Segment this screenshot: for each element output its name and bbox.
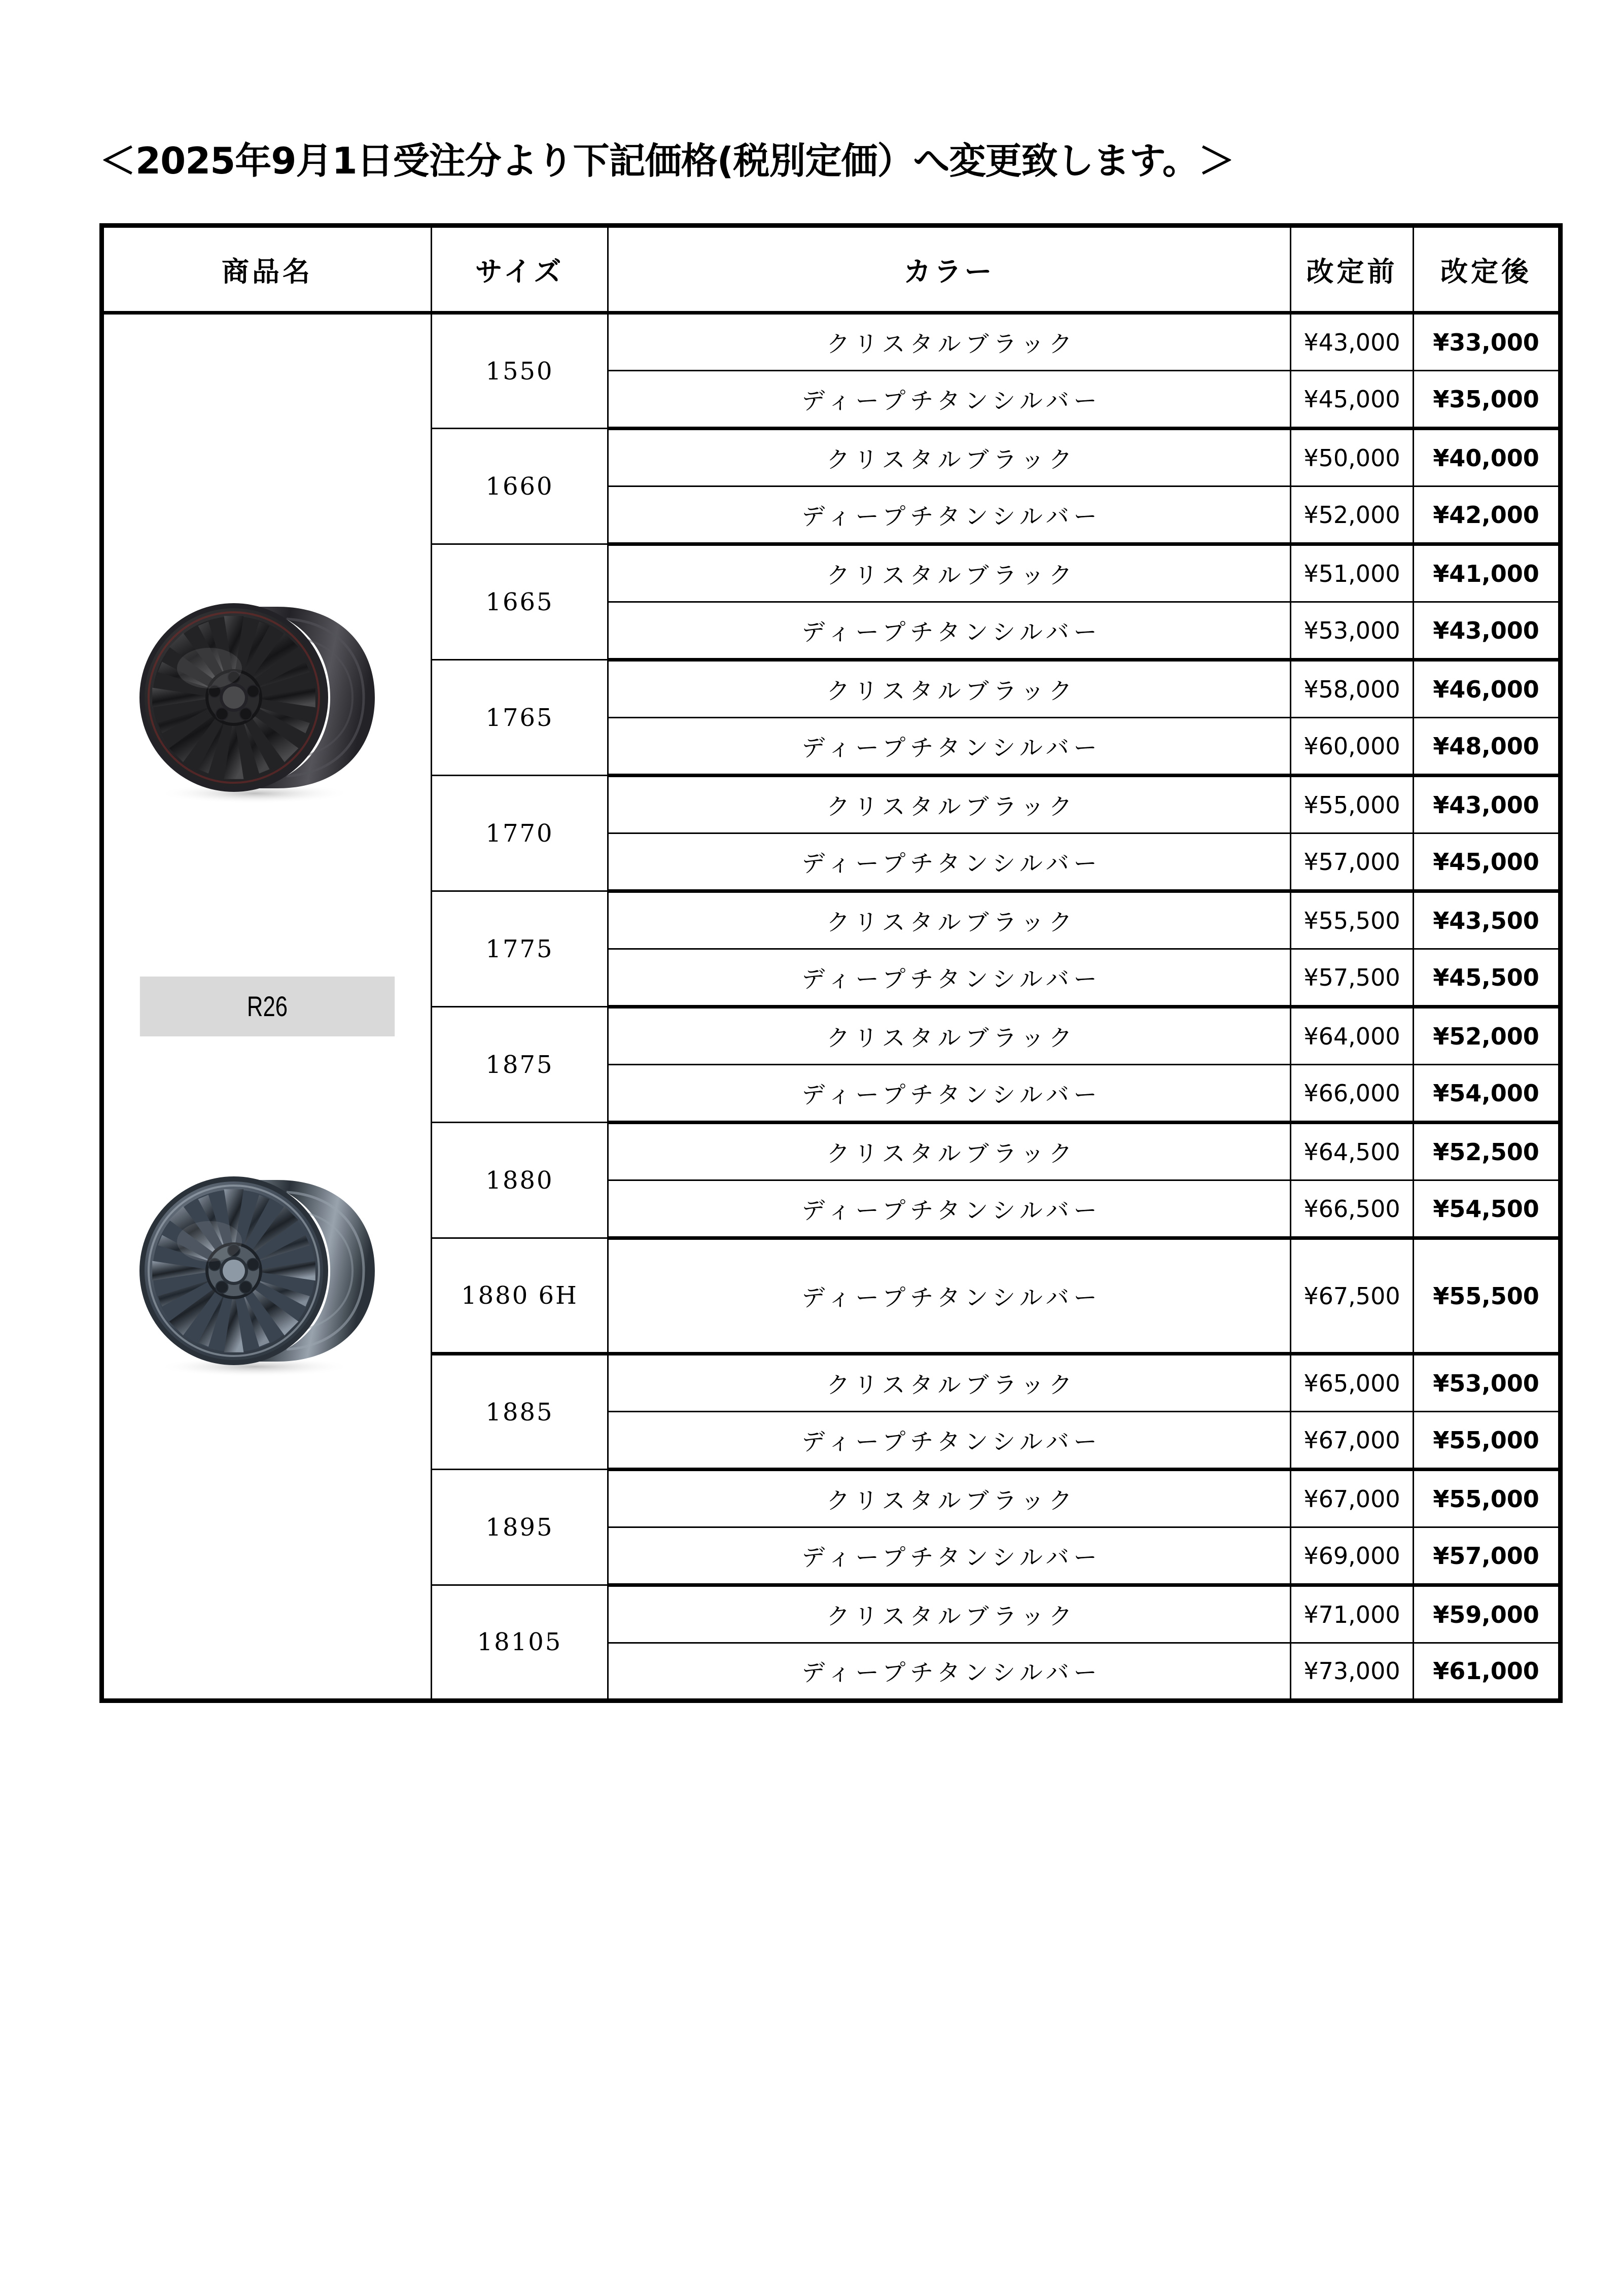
price-before-cell: ¥50,000 — [1291, 429, 1414, 486]
price-after-cell: ¥42,000 — [1414, 486, 1561, 544]
page-title: ＜2025年9月1日受注分より下記価格(税別定価）へ変更致します。＞ — [99, 140, 1235, 182]
color-cell: クリスタルブラック — [608, 1123, 1291, 1180]
color-cell: ディープチタンシルバー — [608, 1643, 1291, 1701]
color-cell: ディープチタンシルバー — [608, 1180, 1291, 1238]
price-after-cell: ¥59,000 — [1414, 1585, 1561, 1643]
price-before-cell: ¥60,000 — [1291, 718, 1414, 776]
price-revision-table — [99, 223, 1563, 1703]
price-after-cell: ¥40,000 — [1414, 429, 1561, 486]
price-after-cell: ¥43,000 — [1414, 776, 1561, 833]
table-body — [102, 313, 1561, 1701]
color-cell: ディープチタンシルバー — [608, 1065, 1291, 1123]
price-before-cell: ¥71,000 — [1291, 1585, 1414, 1643]
price-after-cell: ¥43,500 — [1414, 891, 1561, 949]
price-before-cell: ¥52,000 — [1291, 486, 1414, 544]
table-row — [102, 313, 1561, 371]
color-cell: クリスタルブラック — [608, 429, 1291, 486]
color-cell: ディープチタンシルバー — [608, 1238, 1291, 1354]
color-cell: ディープチタンシルバー — [608, 949, 1291, 1007]
price-before-cell: ¥67,000 — [1291, 1470, 1414, 1527]
price-after-cell: ¥46,000 — [1414, 660, 1561, 718]
size-cell: 1880 — [432, 1123, 608, 1238]
color-cell: クリスタルブラック — [608, 891, 1291, 949]
column-header-color: カラー — [608, 226, 1291, 313]
price-before-cell: ¥43,000 — [1291, 313, 1414, 371]
size-cell: 1880 6H — [432, 1238, 608, 1354]
price-after-cell: ¥53,000 — [1414, 1354, 1561, 1412]
color-cell: クリスタルブラック — [608, 1007, 1291, 1065]
size-cell: 1875 — [432, 1007, 608, 1123]
price-before-cell: ¥55,500 — [1291, 891, 1414, 949]
price-after-cell: ¥33,000 — [1414, 313, 1561, 371]
color-cell: クリスタルブラック — [608, 660, 1291, 718]
color-cell: ディープチタンシルバー — [608, 718, 1291, 776]
price-before-cell: ¥57,500 — [1291, 949, 1414, 1007]
price-after-cell: ¥57,000 — [1414, 1527, 1561, 1585]
color-cell: ディープチタンシルバー — [608, 1412, 1291, 1470]
color-cell: クリスタルブラック — [608, 1585, 1291, 1643]
price-before-cell: ¥58,000 — [1291, 660, 1414, 718]
price-before-cell: ¥45,000 — [1291, 371, 1414, 429]
price-before-cell: ¥67,500 — [1291, 1238, 1414, 1354]
color-cell: クリスタルブラック — [608, 1354, 1291, 1412]
price-after-cell: ¥41,000 — [1414, 544, 1561, 602]
color-cell: ディープチタンシルバー — [608, 602, 1291, 660]
price-before-cell: ¥69,000 — [1291, 1527, 1414, 1585]
price-after-cell: ¥52,500 — [1414, 1123, 1561, 1180]
price-after-cell: ¥54,000 — [1414, 1065, 1561, 1123]
price-after-cell: ¥52,000 — [1414, 1007, 1561, 1065]
price-before-cell: ¥64,000 — [1291, 1007, 1414, 1065]
wheel-photo-crystal-black — [125, 588, 409, 807]
column-header-size: サイズ — [432, 226, 608, 313]
size-cell: 1895 — [432, 1470, 608, 1585]
color-cell: クリスタルブラック — [608, 544, 1291, 602]
price-before-cell: ¥55,000 — [1291, 776, 1414, 833]
product-badge-r26: R26 — [140, 977, 395, 1036]
price-after-cell: ¥45,500 — [1414, 949, 1561, 1007]
price-before-cell: ¥51,000 — [1291, 544, 1414, 602]
size-cell: 1885 — [432, 1354, 608, 1470]
price-before-cell: ¥57,000 — [1291, 833, 1414, 891]
price-after-cell: ¥35,000 — [1414, 371, 1561, 429]
size-cell: 18105 — [432, 1585, 608, 1701]
color-cell: クリスタルブラック — [608, 776, 1291, 833]
price-before-cell: ¥66,500 — [1291, 1180, 1414, 1238]
color-cell: ディープチタンシルバー — [608, 833, 1291, 891]
price-after-cell: ¥55,000 — [1414, 1412, 1561, 1470]
color-cell: ディープチタンシルバー — [608, 371, 1291, 429]
price-before-cell: ¥67,000 — [1291, 1412, 1414, 1470]
price-after-cell: ¥45,000 — [1414, 833, 1561, 891]
wheel-photo-deep-titanium-silver — [125, 1162, 409, 1380]
color-cell: クリスタルブラック — [608, 1470, 1291, 1527]
color-cell: ディープチタンシルバー — [608, 1527, 1291, 1585]
color-cell: クリスタルブラック — [608, 313, 1291, 371]
price-after-cell: ¥54,500 — [1414, 1180, 1561, 1238]
price-after-cell: ¥55,000 — [1414, 1470, 1561, 1527]
size-cell: 1665 — [432, 544, 608, 660]
price-after-cell: ¥43,000 — [1414, 602, 1561, 660]
size-cell: 1770 — [432, 776, 608, 891]
price-after-cell: ¥48,000 — [1414, 718, 1561, 776]
table-header-row — [102, 226, 1561, 313]
price-before-cell: ¥66,000 — [1291, 1065, 1414, 1123]
size-cell: 1775 — [432, 891, 608, 1007]
price-after-cell: ¥61,000 — [1414, 1643, 1561, 1701]
price-before-cell: ¥53,000 — [1291, 602, 1414, 660]
color-cell: ディープチタンシルバー — [608, 486, 1291, 544]
column-header-price-after: 改定後 — [1414, 226, 1561, 313]
column-header-product: 商品名 — [102, 226, 432, 313]
size-cell: 1660 — [432, 429, 608, 544]
price-before-cell: ¥73,000 — [1291, 1643, 1414, 1701]
product-name-cell — [102, 313, 432, 1701]
size-cell: 1550 — [432, 313, 608, 429]
price-after-cell: ¥55,500 — [1414, 1238, 1561, 1354]
price-before-cell: ¥64,500 — [1291, 1123, 1414, 1180]
column-header-price-before: 改定前 — [1291, 226, 1414, 313]
price-before-cell: ¥65,000 — [1291, 1354, 1414, 1412]
size-cell: 1765 — [432, 660, 608, 776]
price-table-container — [99, 223, 1558, 1703]
